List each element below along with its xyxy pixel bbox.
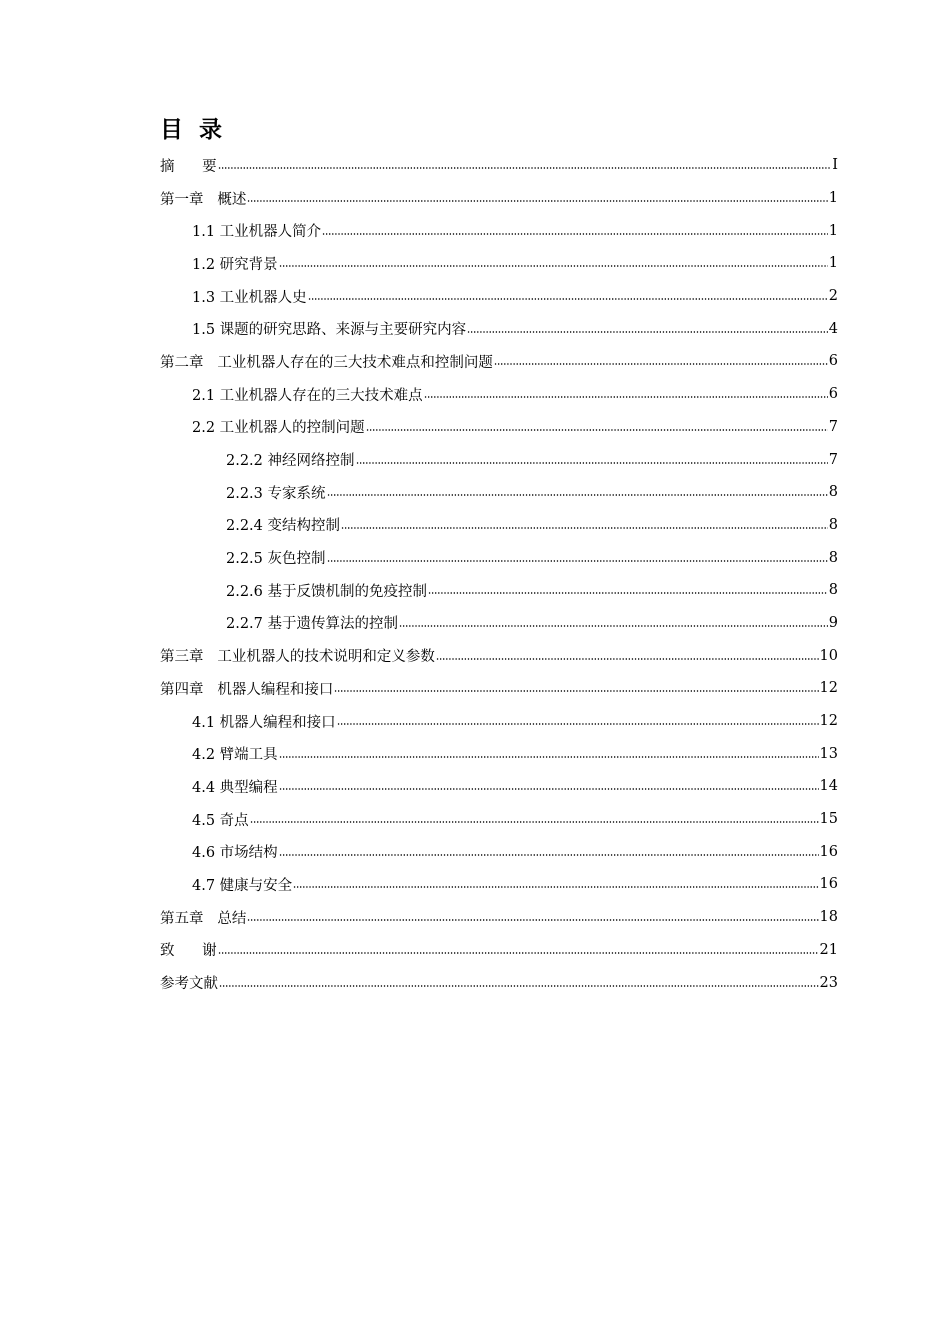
- toc-dot-leader: [327, 494, 828, 496]
- toc-entry-label: 2.1 工业机器人存在的三大技术难点: [192, 387, 423, 404]
- toc-list: [160, 149, 838, 999]
- toc-entry-label: 第四章 机器人编程和接口: [160, 681, 334, 698]
- toc-dot-leader: [428, 592, 828, 594]
- toc-entry-label: 2.2 工业机器人的控制问题: [192, 420, 365, 437]
- toc-entry[interactable]: [160, 378, 838, 411]
- toc-entry-page: 1: [828, 255, 838, 272]
- toc-entry[interactable]: [160, 607, 838, 640]
- toc-entry-page: 13: [819, 745, 838, 762]
- toc-entry-label: 4.5 奇点: [192, 812, 249, 829]
- toc-entry[interactable]: [160, 966, 838, 999]
- toc-dot-leader: [494, 363, 828, 365]
- toc-dot-leader: [341, 527, 828, 529]
- toc-entry-page: 2: [828, 288, 838, 305]
- toc-entry-label: 第二章 工业机器人存在的三大技术难点和控制问题: [160, 354, 493, 371]
- toc-entry[interactable]: [160, 509, 838, 542]
- toc-dot-leader: [219, 985, 819, 987]
- toc-entry[interactable]: [160, 149, 838, 182]
- toc-dot-leader: [356, 462, 828, 464]
- toc-entry-label: 1.5 课题的研究思路、来源与主要研究内容: [192, 322, 467, 339]
- toc-dot-leader: [247, 919, 818, 921]
- toc-entry-label: 4.6 市场结构: [192, 845, 278, 862]
- toc-entry[interactable]: [160, 411, 838, 444]
- toc-entry-page: 18: [819, 909, 838, 926]
- toc-dot-leader: [399, 625, 828, 627]
- toc-entry[interactable]: [160, 312, 838, 345]
- toc-entry-label: 摘 要: [160, 158, 217, 175]
- toc-dot-leader: [247, 200, 827, 202]
- toc-entry[interactable]: [160, 476, 838, 509]
- toc-entry-page: 8: [828, 582, 838, 599]
- toc-dot-leader: [436, 658, 819, 660]
- toc-entry-label: 1.1 工业机器人简介: [192, 224, 322, 241]
- toc-entry-page: 7: [828, 451, 838, 468]
- toc-entry-label: 参考文献: [160, 976, 218, 993]
- toc-dot-leader: [322, 233, 828, 235]
- toc-entry-label: 2.2.7 基于遗传算法的控制: [226, 616, 399, 633]
- toc-entry-page: I: [832, 157, 838, 174]
- toc-entry[interactable]: [160, 901, 838, 934]
- toc-entry-page: 9: [828, 614, 838, 631]
- toc-entry-page: 16: [819, 876, 838, 893]
- toc-entry-label: 第五章 总结: [160, 910, 247, 927]
- toc-entry-label: 1.2 研究背景: [192, 256, 278, 273]
- toc-entry-page: 15: [819, 811, 838, 828]
- toc-entry-page: 4: [828, 320, 838, 337]
- toc-entry[interactable]: [160, 803, 838, 836]
- toc-entry[interactable]: [160, 737, 838, 770]
- toc-dot-leader: [337, 723, 819, 725]
- toc-dot-leader: [308, 298, 828, 300]
- toc-entry-page: 8: [828, 484, 838, 501]
- toc-entry-label: 第一章 概述: [160, 191, 247, 208]
- toc-dot-leader: [293, 886, 818, 888]
- toc-dot-leader: [366, 429, 828, 431]
- toc-entry[interactable]: [160, 443, 838, 476]
- toc-entry[interactable]: [160, 345, 838, 378]
- toc-entry-label: 2.2.2 神经网络控制: [226, 453, 355, 470]
- toc-entry-label: 致 谢: [160, 943, 217, 960]
- toc-entry[interactable]: [160, 639, 838, 672]
- toc-entry[interactable]: [160, 868, 838, 901]
- toc-entry-page: 12: [819, 680, 838, 697]
- toc-entry-label: 4.1 机器人编程和接口: [192, 714, 336, 731]
- toc-entry-page: 1: [828, 190, 838, 207]
- toc-entry[interactable]: [160, 541, 838, 574]
- toc-entry-label: 第三章 工业机器人的技术说明和定义参数: [160, 649, 435, 666]
- toc-entry-label: 2.2.3 专家系统: [226, 485, 326, 502]
- toc-entry-label: 4.7 健康与安全: [192, 877, 293, 894]
- toc-entry[interactable]: [160, 247, 838, 280]
- toc-entry-page: 8: [828, 516, 838, 533]
- toc-dot-leader: [327, 560, 828, 562]
- toc-entry-page: 23: [819, 974, 838, 991]
- toc-entry-page: 1: [828, 222, 838, 239]
- toc-dot-leader: [279, 756, 819, 758]
- toc-entry-page: 12: [819, 713, 838, 730]
- toc-dot-leader: [218, 952, 819, 954]
- toc-entry-page: 6: [828, 353, 838, 370]
- toc-dot-leader: [467, 331, 828, 333]
- toc-entry[interactable]: [160, 574, 838, 607]
- toc-entry[interactable]: [160, 770, 838, 803]
- toc-entry-page: 10: [819, 647, 838, 664]
- toc-dot-leader: [250, 821, 819, 823]
- toc-entry[interactable]: [160, 934, 838, 967]
- toc-entry-page: 6: [828, 386, 838, 403]
- toc-entry[interactable]: [160, 182, 838, 215]
- toc-dot-leader: [334, 690, 818, 692]
- toc-entry-label: 2.2.6 基于反馈机制的免疫控制: [226, 583, 428, 600]
- toc-entry[interactable]: [160, 214, 838, 247]
- toc-dot-leader: [279, 265, 828, 267]
- toc-entry-page: 21: [819, 941, 838, 958]
- toc-entry-label: 4.2 臂端工具: [192, 747, 278, 764]
- toc-entry-label: 1.3 工业机器人史: [192, 289, 307, 306]
- toc-entry-page: 14: [819, 778, 838, 795]
- toc-entry-page: 8: [828, 549, 838, 566]
- toc-entry[interactable]: [160, 835, 838, 868]
- toc-entry-page: 16: [819, 843, 838, 860]
- toc-entry-label: 2.2.4 变结构控制: [226, 518, 341, 535]
- toc-dot-leader: [424, 396, 828, 398]
- toc-entry-page: 7: [828, 418, 838, 435]
- toc-dot-leader: [218, 167, 832, 169]
- toc-dot-leader: [279, 854, 819, 856]
- toc-entry-label: 2.2.5 灰色控制: [226, 551, 326, 568]
- toc-entry[interactable]: [160, 672, 838, 705]
- toc-entry-label: 4.4 典型编程: [192, 779, 278, 796]
- toc-entry[interactable]: [160, 280, 838, 313]
- toc-entry[interactable]: [160, 705, 838, 738]
- toc-dot-leader: [279, 788, 819, 790]
- toc-title: 目 录: [160, 117, 227, 143]
